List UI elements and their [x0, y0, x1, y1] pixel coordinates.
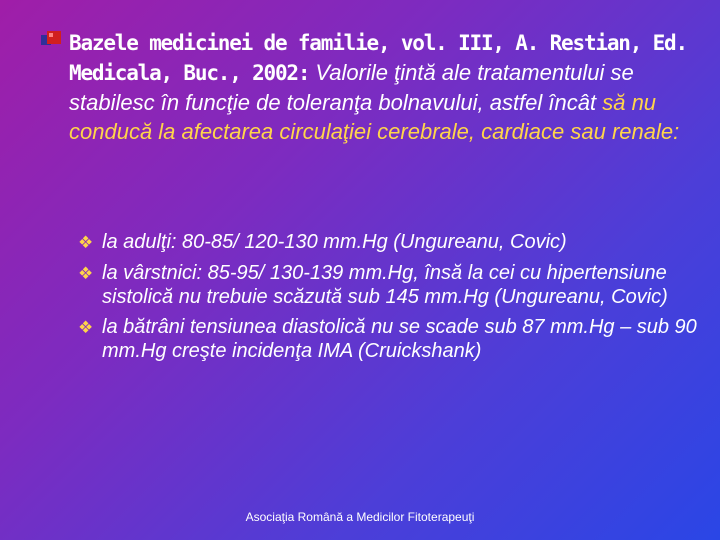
bullet-square-icon [41, 31, 65, 47]
list-item [78, 230, 708, 255]
list-item-text: la adulţi: 80-85/ 120-130 mm.Hg (Ungureanu, Covic) [102, 231, 567, 253]
list-item [78, 315, 708, 363]
source-citation: Bazele medicinei de familie, vol. III, A. Restian, Ed. Medicala, Buc., 2002: [69, 31, 687, 85]
list-item-text: la bătrâni tensiunea diastolică nu se scade sub 87 mm.Hg – sub 90 mm.Hg creşte incidenţa IMA (Cruickshank) [102, 316, 697, 362]
highlighted-text: să nu conducă la afectarea circulaţiei cerebrale, cardiace sau renale: [69, 90, 680, 144]
diamond-bullet-icon: ❖ [78, 318, 94, 337]
main-paragraph [69, 28, 709, 146]
diamond-bullet-icon: ❖ [78, 233, 94, 252]
paragraph-text: Valorile ţintă ale tratamentului se stabilesc în funcţie de toleranţa bolnavului, astfel încât [69, 60, 634, 115]
sub-bullet-list [78, 230, 708, 369]
diamond-bullet-icon: ❖ [78, 264, 94, 283]
footer-text: Asociaţia Română a Medicilor Fitoterapeuţi [245, 510, 475, 524]
list-item-text: la vârstnici: 85-95/ 130-139 mm.Hg, însă la cei cu hipertensiune sistolică nu trebuie scăzută sub 145 mm.Hg (Ungureanu, Covic) [102, 262, 668, 308]
list-item [78, 261, 708, 309]
